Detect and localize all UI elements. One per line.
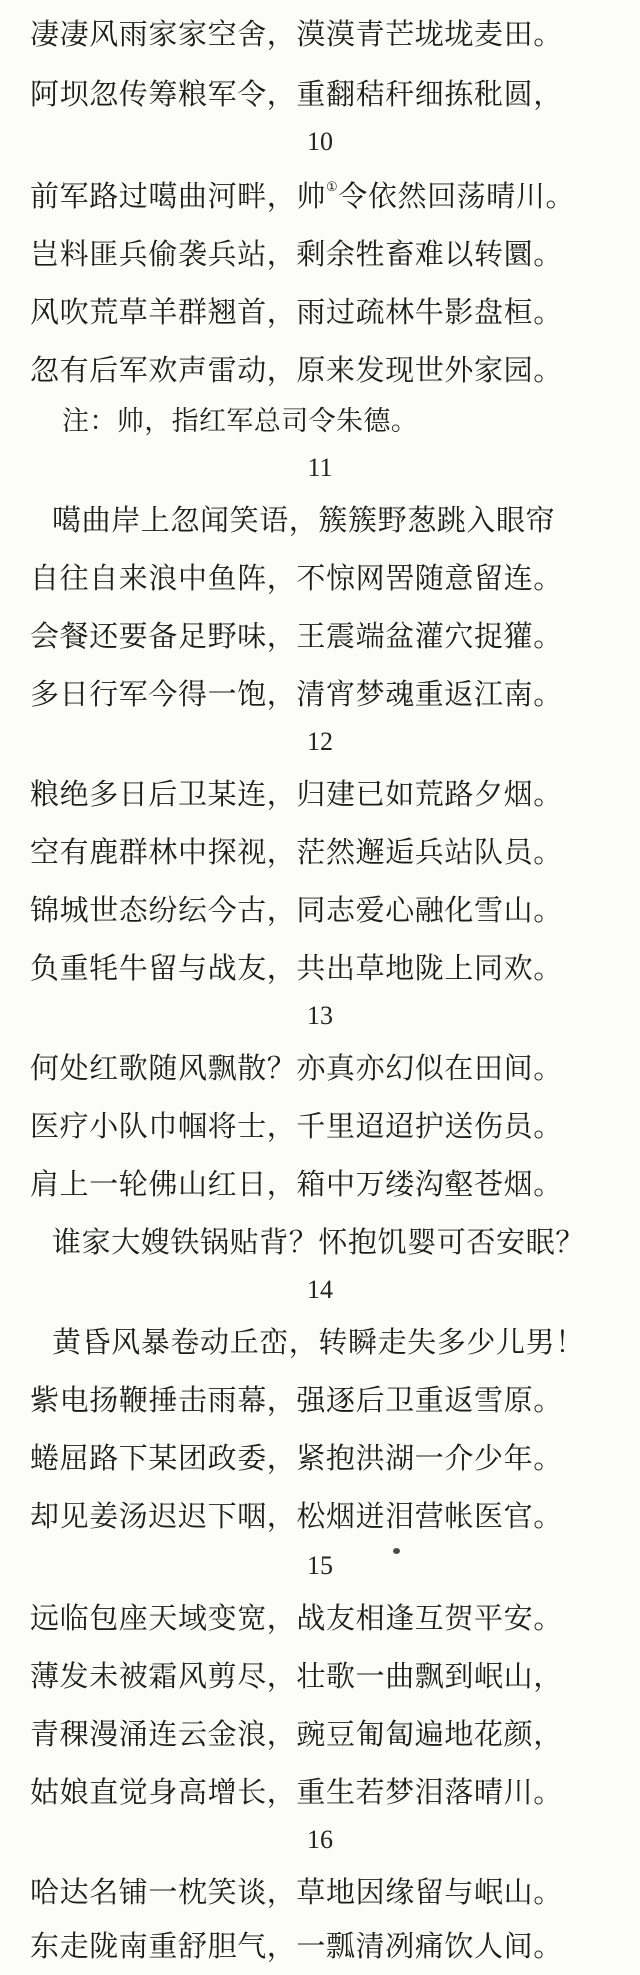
poem-line: 姑娘直觉身高增长，重生若梦泪落晴川。: [30, 1775, 563, 1809]
poem-line: 医疗小队巾帼将士，千里迢迢护送伤员。: [30, 1109, 563, 1143]
poem-line: 远临包座天域变宽，战友相逢互贺平安。: [30, 1601, 563, 1635]
poem-line: 黄昏风暴卷动丘峦，转瞬走失多少儿男！: [52, 1325, 585, 1359]
stanza-number: 13: [307, 1001, 333, 1030]
poem-line: 青稞漫涌连云金浪，豌豆匍匐遍地花颜，: [30, 1717, 563, 1751]
poem-line: 风吹荒草羊群翘首，雨过疏林牛影盘桓。: [30, 295, 563, 329]
poem-line: 阿坝忽传筹粮军令，重翻秸秆细拣秕圆，: [30, 77, 563, 111]
poem-line: 肩上一轮佛山红日，箱中万缕沟壑苍烟。: [30, 1167, 563, 1201]
poem-line: 蜷屈路下某团政委，紧抱洪湖一介少年。: [30, 1441, 563, 1475]
poem-line: [30, 170, 575, 222]
stanza-number: 14: [307, 1275, 333, 1304]
poem-line: 东走陇南重舒胆气，一瓢清冽痛饮人间。: [30, 1929, 563, 1963]
poem-line: 噶曲岸上忽闻笑语，簇簇野葱跳入眼帘: [52, 503, 556, 537]
footnote: 注：帅，指红军总司令朱德。: [62, 406, 419, 437]
poem-line: 会餐还要备足野味，王震端盆灌穴捉獾。: [30, 619, 563, 653]
poem-line: 岂料匪兵偷袭兵站，剩余牲畜难以转圜。: [30, 237, 563, 271]
stanza-number: 12: [307, 727, 333, 756]
stanza-number: 16: [307, 1825, 333, 1854]
poem-line: 自往自来浪中鱼阵，不惊网罟随意留连。: [30, 561, 563, 595]
footnote-marker: ①: [326, 180, 339, 196]
poem-line: 忽有后军欢声雷动，原来发现世外家园。: [30, 353, 563, 387]
poem-line-text: 令依然回荡晴川。: [338, 179, 576, 213]
poem-line: 粮绝多日后卫某连，归建已如荒路夕烟。: [30, 777, 563, 811]
stanza-number: 15: [307, 1551, 333, 1580]
poem-line: 谁家大嫂铁锅贴背？怀抱饥婴可否安眠？: [52, 1225, 585, 1259]
poem-line: 多日行军今得一饱，清宵梦魂重返江南。: [30, 677, 563, 711]
poem-line: 紫电扬鞭捶击雨幕，强逐后卫重返雪原。: [30, 1383, 563, 1417]
poem-line: 何处红歌随风飘散？亦真亦幻似在田间。: [30, 1051, 563, 1085]
poem-line-text: 前军路过噶曲河畔，帅: [30, 179, 327, 213]
poem-line: 锦城世态纷纭今古，同志爱心融化雪山。: [30, 893, 563, 927]
poem-line: 薄发未被霜风剪尽，壮歌一曲飘到岷山，: [30, 1659, 563, 1693]
stanza-number: 10: [307, 127, 333, 156]
poem-line: 凄凄风雨家家空舍，漠漠青芒垅垅麦田。: [30, 17, 563, 51]
poem-line: 空有鹿群林中探视，茫然邂逅兵站队员。: [30, 835, 563, 869]
stanza-number: 11: [307, 453, 333, 482]
poem-line: 却见姜汤迟迟下咽，松烟迸泪营帐医官。: [30, 1499, 563, 1533]
poem-line: 哈达名铺一枕笑谈，草地因缘留与岷山。: [30, 1875, 563, 1909]
poem-line: 负重牦牛留与战友，共出草地陇上同欢。: [30, 951, 563, 985]
